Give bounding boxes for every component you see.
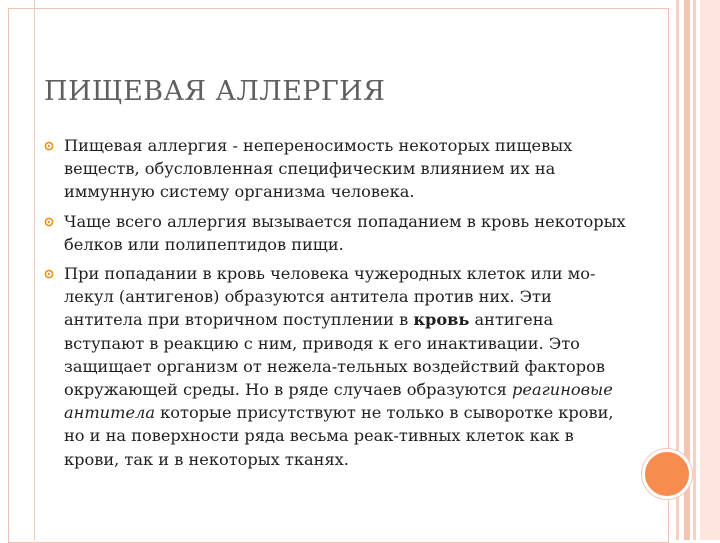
bullet-text-part: которые присутствуют не только в сыворотке крови, но и на поверхности ряда весьма реак-тивных клеток как в крови, так и в некоторых тканях. <box>64 403 614 469</box>
decor-stripe <box>700 0 720 540</box>
italic-term: реагиновые антитела <box>64 380 613 423</box>
bullet-text-part: антигена вступают в реакцию с ним, приводя к его инактивации. Это защищает организм от нежела-тельных воздействий факторов окружающей среды. Но в ряде случаев образуются <box>64 310 605 400</box>
left-rule <box>34 0 35 540</box>
bold-word: кровь <box>413 310 470 330</box>
bullet-text <box>64 264 614 469</box>
ring-bullet-icon <box>44 269 54 279</box>
bullet-list <box>44 134 634 477</box>
bullet-item <box>44 262 634 471</box>
bullet-text: Чаще всего аллергия вызывается попаданием в кровь некоторых белков или полипептидов пищи. <box>64 211 626 254</box>
slide-title: ПИЩЕВАЯ АЛЛЕРГИЯ <box>44 76 386 107</box>
decor-circle <box>642 449 692 499</box>
bullet-text-part: При попадании в кровь человека чужеродных клеток или мо-лекул (антигенов) образуются антитела против них. Эти антитела при вторичном поступлении в <box>64 264 596 330</box>
ring-bullet-icon <box>44 217 54 227</box>
ring-bullet-icon <box>44 141 54 151</box>
bullet-text: Пищевая аллергия - непереносимость некоторых пищевых веществ, обусловленная специфическим влиянием их на иммунную систему организма человека. <box>64 136 573 202</box>
bullet-item <box>44 210 634 256</box>
decor-stripe <box>693 0 696 540</box>
bullet-item <box>44 134 634 204</box>
